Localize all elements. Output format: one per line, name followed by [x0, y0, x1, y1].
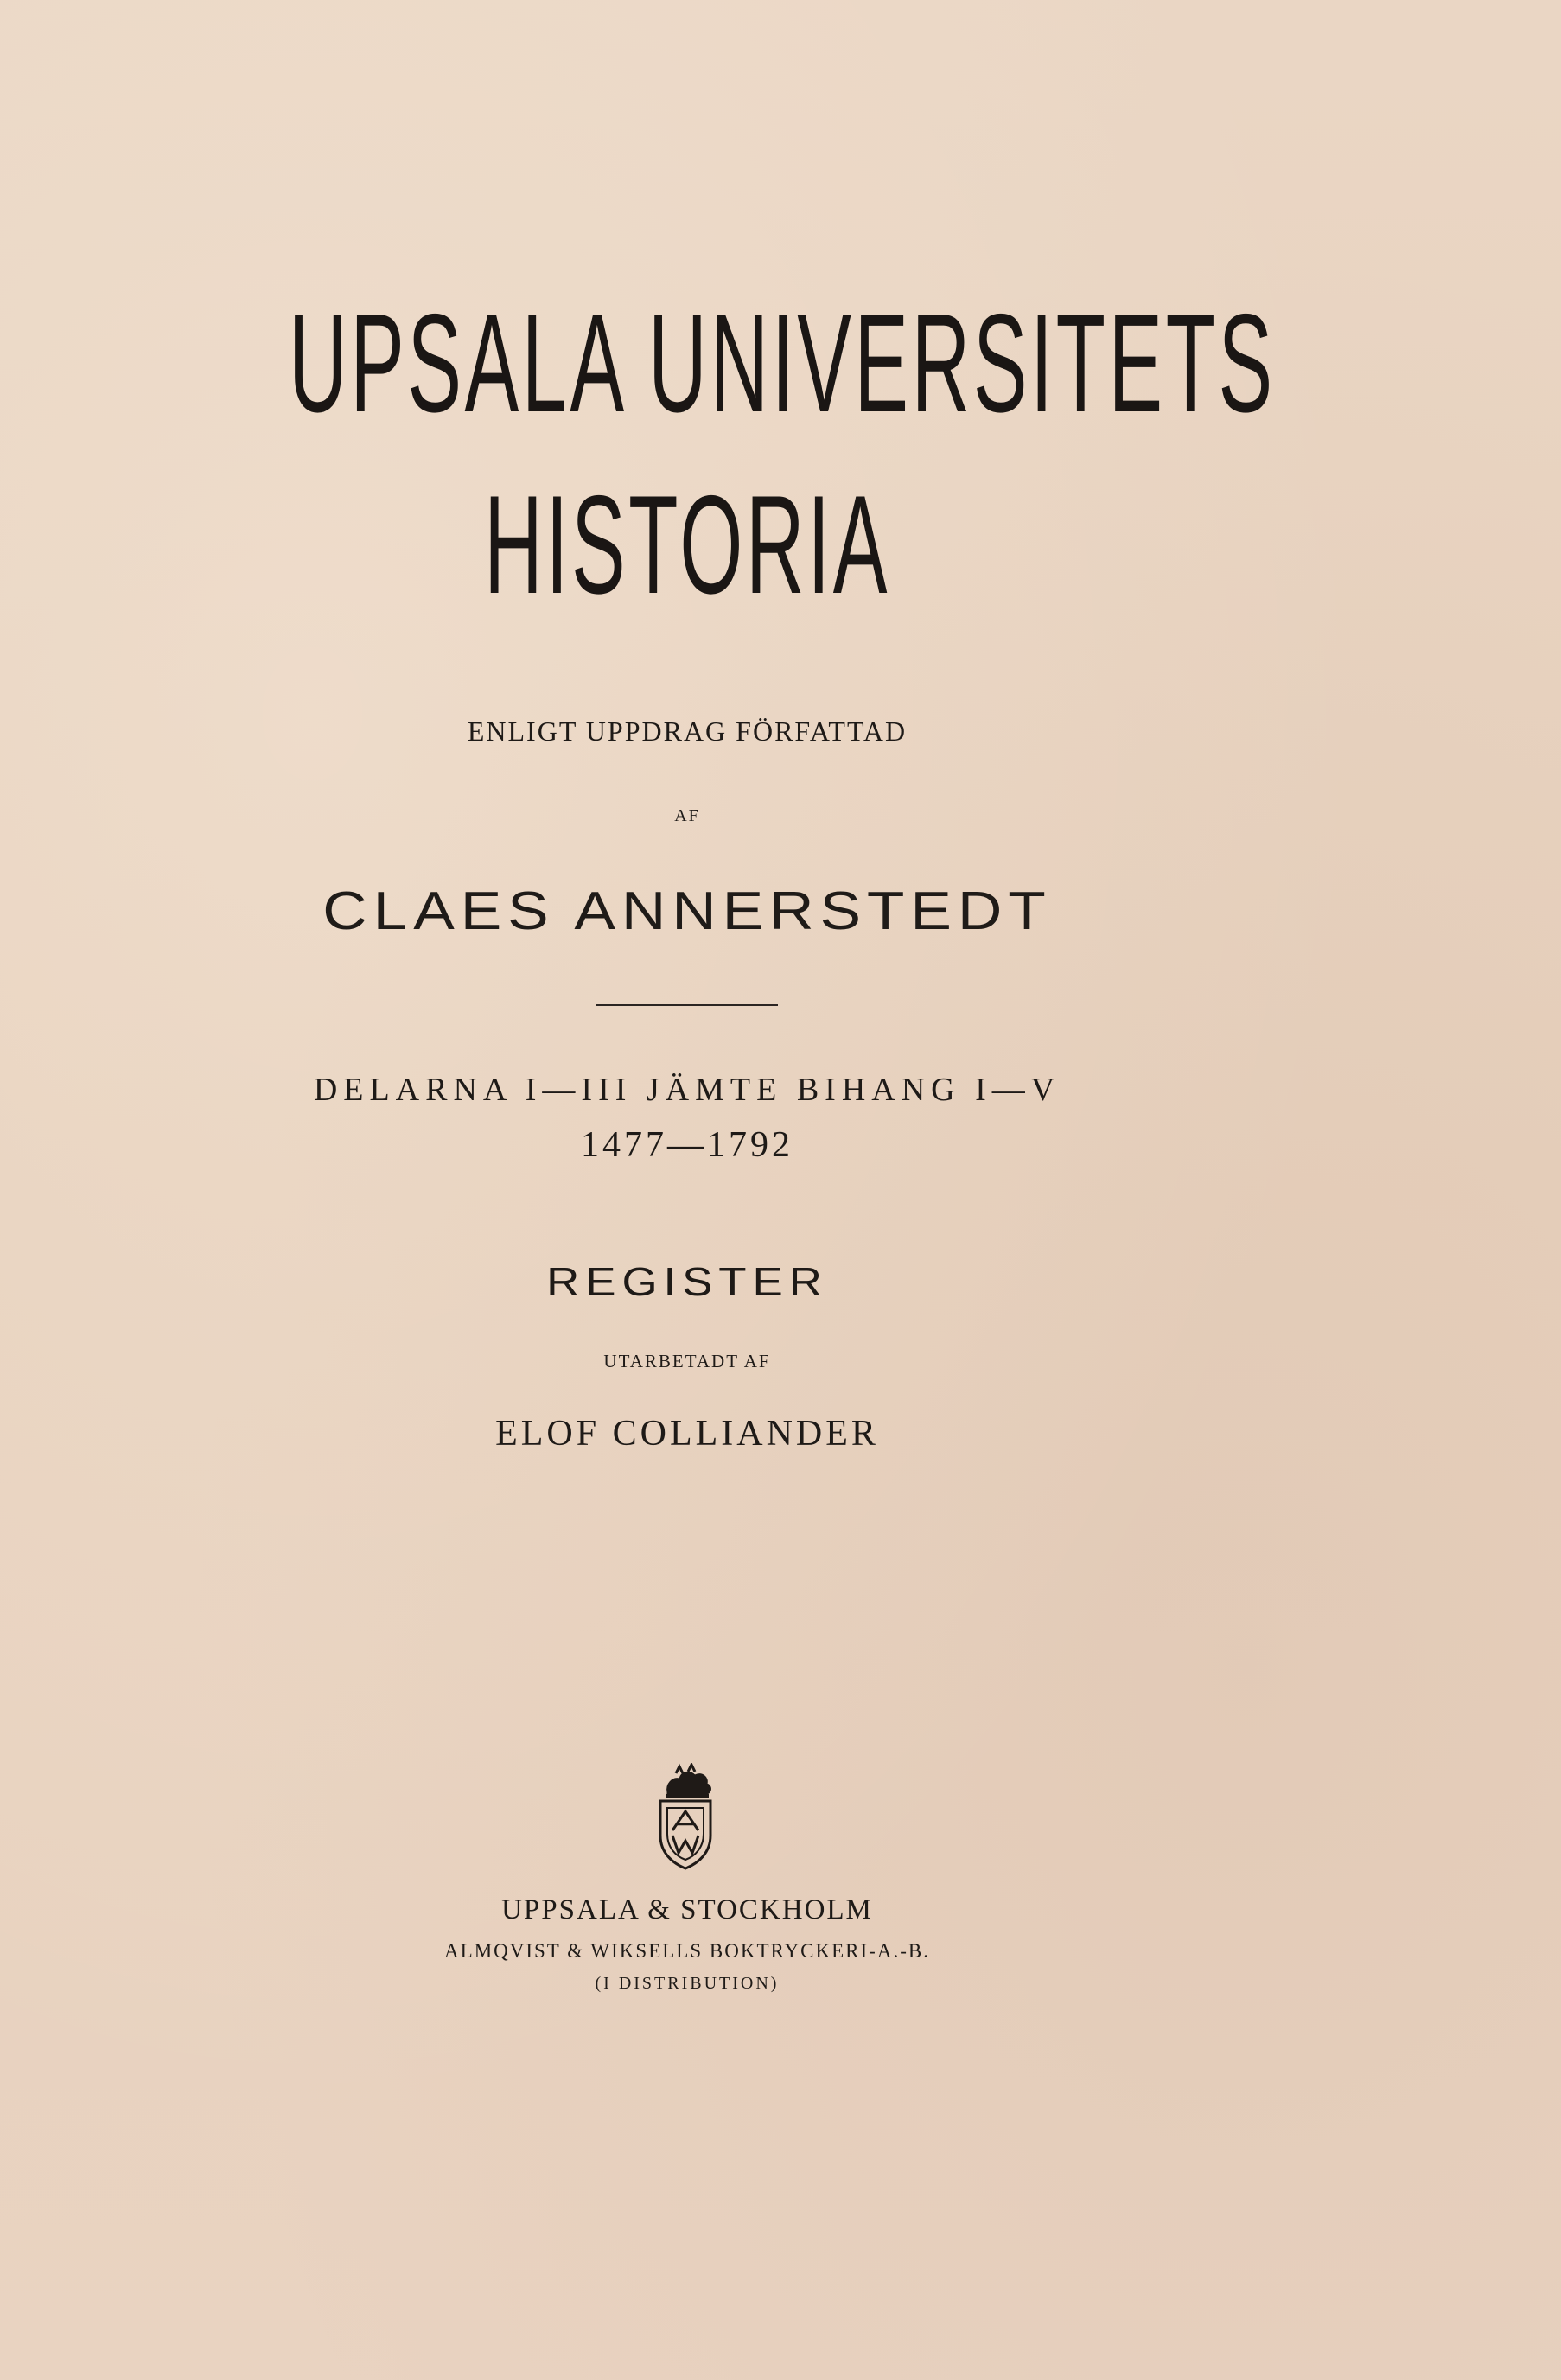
distribution-note: (I DISTRIBUTION): [595, 1974, 780, 1993]
book-title-line-1: UPSALA UNIVERSITETS: [288, 285, 1276, 442]
by-word: AF: [674, 806, 700, 825]
book-title-line-2: HISTORIA: [484, 467, 890, 623]
year-range: 1477—1792: [581, 1125, 793, 1165]
register-heading: REGISTER: [546, 1259, 828, 1304]
prepared-by: UTARBETADT AF: [603, 1351, 771, 1371]
publication-place: UPPSALA & STOCKHOLM: [501, 1894, 873, 1925]
editor-name: ELOF COLLIANDER: [495, 1414, 879, 1454]
printer-name: ALMQVIST & WIKSELLS BOKTRYCKERI-A.-B.: [444, 1940, 930, 1962]
commission-statement: ENLIGT UPPDRAG FÖRFATTAD: [467, 716, 908, 747]
divider-rule: [596, 1004, 778, 1006]
almqvist-wiksell-lion-shield-icon: [650, 1763, 721, 1872]
volume-parts: DELARNA I—III JÄMTE BIHANG I—V: [313, 1072, 1061, 1108]
author-name: CLAES ANNERSTEDT: [322, 881, 1052, 941]
